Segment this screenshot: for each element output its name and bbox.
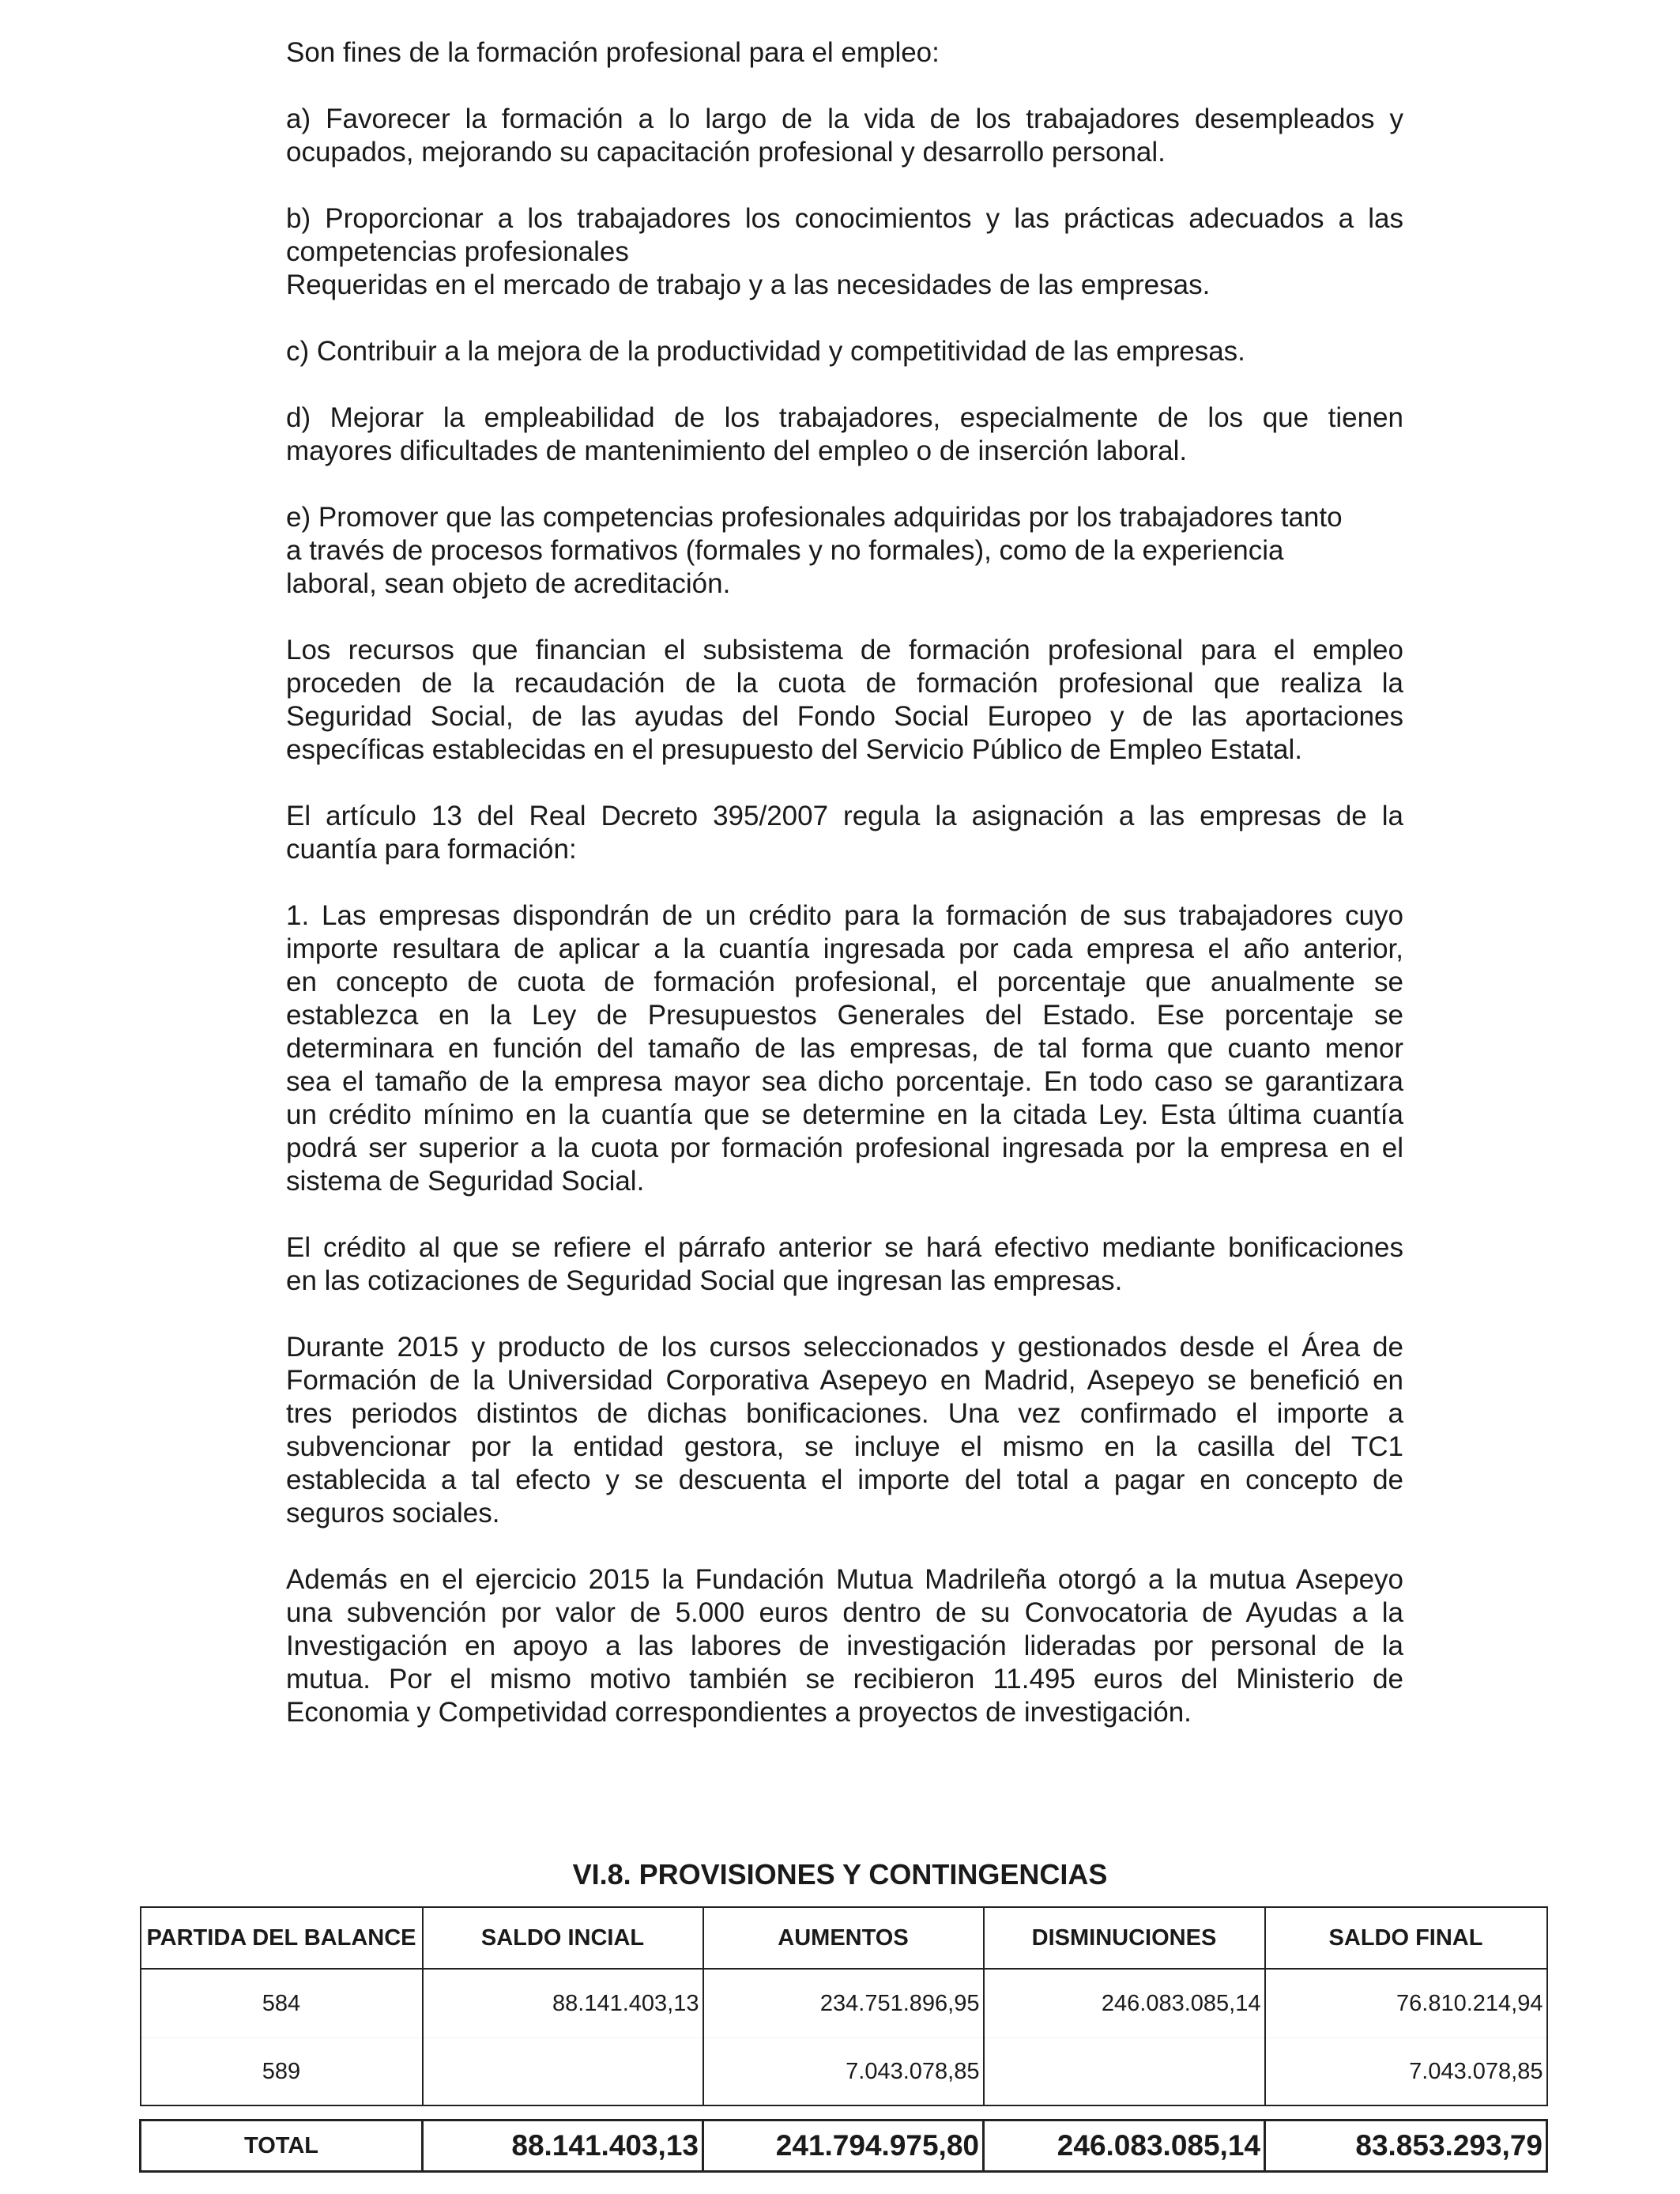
paragraph-credito [286,1231,1403,1298]
cell-disminuciones [984,2038,1265,2106]
text-line: en las cotizaciones de Seguridad Social que ingresan las empresas. [286,1265,1123,1296]
cell-partida: 589 [141,2038,423,2106]
provisions-table [139,1906,1548,2173]
text-line: establezca en la Ley de Presupuestos Generales del Estado. Ese porcentaje se [286,1000,1403,1031]
paragraph-a [286,103,1403,169]
table-spacer [141,2105,1547,2120]
cell-disminuciones: 246.083.085,14 [984,1969,1265,2038]
paragraph-articulo [286,800,1403,866]
text-line: competencias profesionales [286,236,629,267]
text-line: 1. Las empresas dispondrán de un crédito para la formación de sus trabajadores cuyo [286,900,1403,931]
text-line: tres periodos distintos de dichas bonificaciones. Una vez confirmado el importe a [286,1398,1403,1429]
text-line: seguros sociales. [286,1498,500,1529]
text-line: e) Promover que las competencias profesionales adquiridas por los trabajadores tanto [286,502,1343,533]
text-line: El crédito al que se refiere el párrafo anterior se hará efectivo mediante bonificaciones [286,1232,1403,1263]
text-line: Además en el ejercicio 2015 la Fundación Mutua Madrileña otorgó a la mutua Asepeyo [286,1564,1403,1595]
paragraph-ademas [286,1563,1403,1729]
text-line: Son fines de la formación profesional para el empleo: [286,37,940,68]
text-line: Los recursos que financian el subsistema de formación profesional para el empleo [286,635,1403,665]
cell-partida: 584 [141,1969,423,2038]
text-line: Seguridad Social, de las ayudas del Fondo Social Europeo y de las aportaciones [286,701,1403,732]
text-line: mayores dificultades de mantenimiento del empleo o de inserción laboral. [286,435,1188,466]
text-line: proceden de la recaudación de la cuota de formación profesional que realiza la [286,668,1403,699]
header-partida: PARTIDA DEL BALANCE [141,1907,423,1969]
cell-saldo-final: 76.810.214,94 [1265,1969,1547,2038]
text-line: específicas establecidas en el presupuesto del Servicio Público de Empleo Estatal. [286,734,1303,765]
paragraph-c [286,335,1403,368]
text-line: un crédito mínimo en la cuantía que se determine en la citada Ley. Esta última cuantía [286,1099,1403,1130]
text-line: Investigación en apoyo a las labores de investigación lideradas por personal de la [286,1630,1403,1661]
text-line: b) Proporcionar a los trabajadores los conocimientos y las prácticas adecuados a las [286,203,1403,234]
table-row [141,1969,1547,2038]
text-line: subvencionar por la entidad gestora, se incluye el mismo en la casilla del TC1 [286,1431,1403,1462]
paragraph-e [286,501,1403,601]
paragraph-punto-1 [286,899,1403,1198]
table-header-row [141,1907,1547,1969]
paragraph-intro [286,36,1403,70]
section-title: VI.8. PROVISIONES Y CONTINGENCIAS [572,1858,1108,1891]
text-line: sistema de Seguridad Social. [286,1166,645,1197]
cell-aumentos: 7.043.078,85 [703,2038,984,2106]
text-line: laboral, sean objeto de acreditación. [286,568,731,599]
total-saldo-final: 83.853.293,79 [1265,2120,1547,2172]
text-line: determinara en función del tamaño de las empresas, de tal forma que cuanto menor [286,1033,1403,1064]
text-line: Formación de la Universidad Corporativa Asepeyo en Madrid, Asepeyo se benefició en [286,1365,1403,1396]
total-label: TOTAL [141,2120,423,2172]
cell-saldo-inicial [423,2038,703,2106]
text-line: sea el tamaño de la empresa mayor sea dicho porcentaje. En todo caso se garantizara [286,1066,1403,1097]
text-line: Requeridas en el mercado de trabajo y a las necesidades de las empresas. [286,270,1211,300]
header-saldo-final: SALDO FINAL [1265,1907,1547,1969]
text-line: Economia y Competividad correspondientes a proyectos de investigación. [286,1697,1192,1728]
text-line: c) Contribuir a la mejora de la productividad y competitividad de las empresas. [286,336,1245,367]
text-line: en concepto de cuota de formación profesional, el porcentaje que anualmente se [286,967,1403,997]
text-line: ocupados, mejorando su capacitación profesional y desarrollo personal. [286,137,1166,168]
header-aumentos: AUMENTOS [703,1907,984,1969]
paragraph-d [286,401,1403,468]
total-saldo-inicial: 88.141.403,13 [423,2120,703,2172]
cell-aumentos: 234.751.896,95 [703,1969,984,2038]
total-disminuciones: 246.083.085,14 [984,2120,1265,2172]
header-saldo-inicial: SALDO INCIAL [423,1907,703,1969]
text-line: una subvención por valor de 5.000 euros dentro de su Convocatoria de Ayudas a la [286,1597,1403,1628]
text-line: establecida a tal efecto y se descuenta el importe del total a pagar en concepto de [286,1465,1403,1495]
text-line: importe resultara de aplicar a la cuantía ingresada por cada empresa el año anterior, [286,933,1403,964]
text-line: El artículo 13 del Real Decreto 395/2007 regula la asignación a las empresas de la [286,801,1403,831]
cell-saldo-inicial: 88.141.403,13 [423,1969,703,2038]
table-row [141,2038,1547,2106]
paragraph-recursos [286,634,1403,767]
text-line: a través de procesos formativos (formales y no formales), como de la experiencia [286,535,1284,566]
paragraph-durante [286,1331,1403,1530]
text-line: Durante 2015 y producto de los cursos seleccionados y gestionados desde el Área de [286,1332,1403,1363]
text-line: podrá ser superior a la cuota por formación profesional ingresada por la empresa en el [286,1133,1403,1163]
text-line: a) Favorecer la formación a lo largo de la vida de los trabajadores desempleados y [286,104,1403,134]
body-text [286,36,1403,1762]
text-line: mutua. Por el mismo motivo también se recibieron 11.495 euros del Ministerio de [286,1664,1403,1695]
text-line: d) Mejorar la empleabilidad de los trabajadores, especialmente de los que tienen [286,402,1403,433]
cell-saldo-final: 7.043.078,85 [1265,2038,1547,2106]
total-aumentos: 241.794.975,80 [703,2120,984,2172]
header-disminuciones: DISMINUCIONES [984,1907,1265,1969]
text-line: cuantía para formación: [286,834,577,865]
paragraph-b [286,202,1403,302]
table-total-row [141,2120,1547,2172]
